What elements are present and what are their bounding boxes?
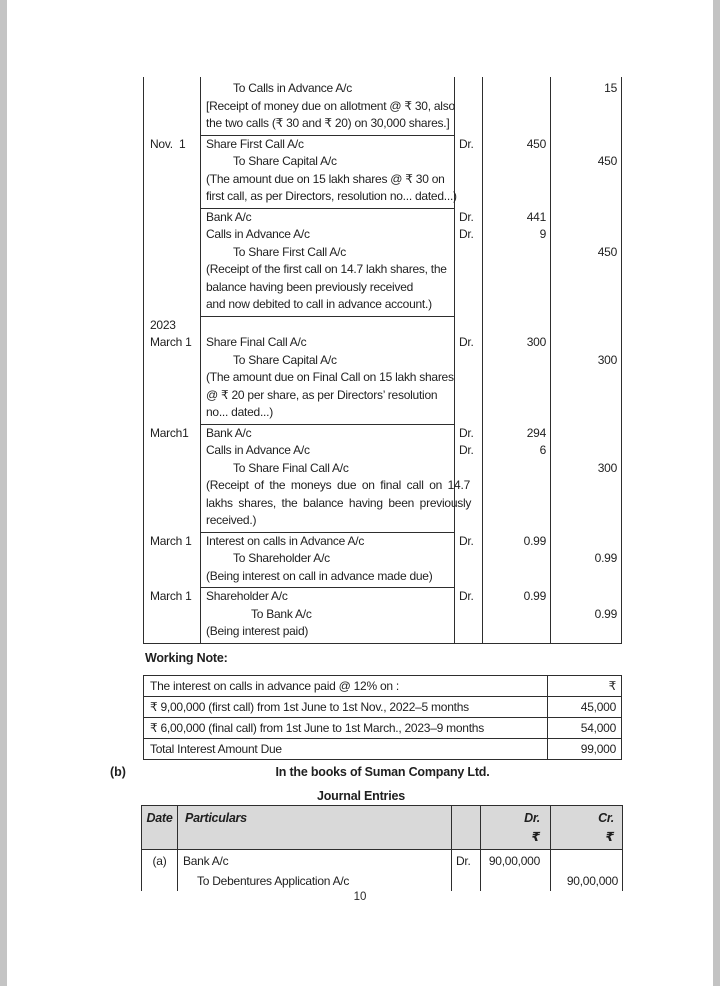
text-line: (The amount due on 15 lakh shares @ ₹ 30 on	[206, 171, 445, 186]
text-line: 0.99	[594, 551, 617, 565]
date-cell	[144, 425, 201, 533]
working-note-title: Working Note:	[145, 651, 228, 665]
text-line	[459, 171, 482, 189]
text-line	[551, 317, 617, 335]
page-right-edge	[713, 0, 720, 986]
text-line	[483, 477, 546, 495]
text-line	[483, 550, 546, 568]
date-cell	[144, 588, 201, 643]
text-line	[459, 495, 482, 513]
text-line: To Share First Call A/c	[233, 244, 346, 259]
text-line	[551, 171, 617, 189]
text-line	[150, 352, 200, 370]
text-line	[483, 188, 546, 206]
text-line: (Being interest paid)	[206, 624, 309, 638]
text-line	[483, 404, 546, 422]
header-dr-rupee-symbol: ₹	[531, 830, 540, 844]
working-note-amount: 54,000	[580, 721, 616, 735]
journal-table-continuation	[143, 77, 622, 644]
text-line	[459, 244, 482, 262]
text-line	[150, 460, 200, 478]
text-line	[150, 404, 200, 422]
text-line: 90,00,000	[488, 854, 540, 868]
journal-entries-table	[141, 805, 623, 891]
text-line	[551, 442, 617, 460]
text-line	[551, 261, 617, 279]
text-line	[483, 606, 546, 624]
text-line	[483, 495, 546, 513]
dr-amount-cell	[483, 136, 551, 209]
journal-entry	[144, 77, 621, 136]
dr-amount-cell	[483, 588, 551, 643]
text-line: Dr.	[459, 136, 474, 151]
text-line	[459, 512, 482, 530]
text-line	[481, 871, 540, 891]
text-line: and now debited to call in advance account.)	[206, 297, 432, 311]
particulars-cell	[201, 77, 455, 136]
text-line: Dr.	[459, 209, 474, 224]
working-note-row	[144, 697, 621, 718]
text-line: To Shareholder A/c	[233, 551, 330, 565]
text-line	[551, 568, 617, 586]
text-line: 294	[526, 425, 546, 440]
text-line	[551, 369, 617, 387]
text-line	[483, 80, 546, 98]
header-date	[142, 806, 178, 849]
text-line	[459, 317, 482, 335]
text-line: Dr.	[459, 589, 474, 603]
text-line: 300	[597, 352, 617, 367]
text-line	[150, 244, 200, 262]
text-line	[459, 261, 482, 279]
text-line: received.)	[206, 513, 257, 527]
particulars-cell	[201, 317, 455, 425]
text-line: Share Final Call A/c	[206, 335, 307, 349]
text-line	[459, 279, 482, 297]
text-line	[483, 296, 546, 314]
text-line	[456, 871, 480, 891]
text-line: Bank A/c	[206, 209, 252, 224]
text-line: Calls in Advance A/c	[206, 227, 310, 241]
working-note-label: The interest on calls in advance paid @ 12% on :	[144, 676, 548, 696]
text-line: 6	[539, 443, 546, 457]
text-line	[150, 512, 200, 530]
text-line	[483, 623, 546, 641]
text-line: Dr.	[459, 227, 474, 241]
text-line: 450	[526, 136, 546, 151]
journal-entry	[144, 136, 621, 209]
text-line: To Share Capital A/c	[233, 352, 337, 367]
text-line	[459, 477, 482, 495]
dr-amount-cell	[481, 850, 551, 891]
text-line: [Receipt of money due on allotment @ ₹ 30, also	[206, 98, 455, 113]
text-line: (Receipt of the first call on 14.7 lakh shares, the	[206, 262, 447, 276]
text-line	[551, 512, 617, 530]
header-dr-label: Dr.	[524, 811, 540, 825]
text-line	[551, 588, 617, 606]
header-date-label: Date	[146, 811, 173, 825]
cr-amount-cell	[551, 317, 621, 425]
cr-amount-cell	[551, 533, 621, 589]
text-line: March 1	[150, 335, 192, 349]
text-line	[551, 188, 617, 206]
text-line	[150, 98, 200, 116]
text-line	[551, 623, 617, 641]
text-line	[206, 317, 450, 335]
text-line: Dr.	[459, 335, 474, 349]
text-line: March 1	[150, 589, 192, 603]
section-b-label: (b)	[110, 765, 126, 779]
text-line: Bank A/c	[206, 425, 252, 440]
text-line: the two calls (₹ 30 and ₹ 20) on 30,000 shares.]	[206, 116, 450, 130]
text-line	[483, 460, 546, 478]
text-line: Dr.	[459, 533, 474, 548]
header-cr-rupee-symbol: ₹	[605, 830, 614, 844]
text-line: 0.99	[594, 606, 617, 621]
text-line	[150, 153, 200, 171]
text-line	[150, 226, 200, 244]
text-line	[150, 495, 200, 513]
text-line	[483, 317, 546, 335]
text-line	[551, 226, 617, 244]
text-line: 2023	[150, 317, 176, 332]
working-note-amount: 99,000	[580, 742, 616, 756]
text-line	[459, 404, 482, 422]
cr-amount-cell	[551, 136, 621, 209]
particulars-cell	[201, 209, 455, 317]
text-line	[483, 512, 546, 530]
dr-amount-cell	[483, 77, 551, 136]
working-note-label: ₹ 9,00,000 (first call) from 1st June to 1st Nov., 2022–5 months	[144, 697, 548, 717]
text-line	[150, 279, 200, 297]
working-note-label: ₹ 6,00,000 (final call) from 1st June to 1st March., 2023–9 months	[144, 718, 548, 738]
text-line	[150, 369, 200, 387]
dr-label-cell	[452, 850, 481, 891]
particulars-cell	[201, 588, 455, 643]
text-line: To Calls in Advance A/c	[233, 81, 352, 95]
text-line	[150, 550, 200, 568]
text-line	[483, 352, 546, 370]
working-note-row	[144, 718, 621, 739]
date-cell	[144, 209, 201, 317]
text-line	[483, 244, 546, 262]
text-line	[551, 851, 618, 871]
journal-entry	[144, 533, 621, 589]
text-line: (Being interest on call in advance made due)	[206, 568, 433, 583]
text-line	[551, 136, 617, 154]
text-line	[459, 80, 482, 98]
text-line: 15	[604, 81, 617, 95]
text-line: (The amount due on Final Call on 15 lakh shares	[206, 370, 454, 384]
text-line: Interest on calls in Advance A/c	[206, 533, 365, 548]
text-line	[459, 369, 482, 387]
text-line	[142, 871, 177, 891]
text-line: To Debentures Application A/c	[197, 874, 350, 888]
text-line	[459, 623, 482, 641]
header-particulars-label: Particulars	[185, 811, 247, 825]
text-line: 9	[539, 227, 546, 241]
dr-label-cell	[455, 588, 483, 643]
table-header-row	[142, 806, 622, 850]
journal-entry	[144, 317, 621, 425]
text-line: Nov. 1	[150, 136, 186, 151]
date-cell	[144, 533, 201, 589]
text-line: balance having been previously received	[206, 279, 414, 294]
text-line	[150, 606, 200, 624]
text-line	[551, 495, 617, 513]
text-line: Dr.	[459, 443, 474, 457]
text-line: @ ₹ 20 per share, as per Directors’ resolution	[206, 387, 438, 402]
cr-amount-cell	[551, 588, 621, 643]
dr-amount-cell	[483, 209, 551, 317]
text-line	[551, 279, 617, 297]
text-line	[551, 296, 617, 314]
particulars-cell	[201, 136, 455, 209]
text-line: lakhs shares, the balance having been previously	[206, 495, 472, 510]
header-blank	[452, 806, 481, 849]
dr-amount-cell	[483, 317, 551, 425]
text-line: 441	[526, 209, 546, 224]
text-line	[483, 369, 546, 387]
dr-label-cell	[455, 209, 483, 317]
text-line: To Share Capital A/c	[233, 154, 337, 168]
text-line: (Receipt of the moneys due on final call on 14.7	[206, 478, 470, 492]
header-cr-label: Cr.	[598, 811, 614, 825]
dr-label-cell	[455, 317, 483, 425]
text-line: 450	[597, 154, 617, 168]
working-note-row	[144, 676, 621, 697]
text-line	[459, 568, 482, 586]
text-line	[483, 279, 546, 297]
date-cell	[144, 317, 201, 425]
text-line	[150, 115, 200, 133]
dr-label-cell	[455, 425, 483, 533]
text-line: 0.99	[523, 589, 546, 603]
journal-entries-table-body	[142, 850, 622, 891]
text-line	[483, 98, 546, 116]
text-line	[483, 171, 546, 189]
text-line	[150, 80, 200, 98]
text-line: Share First Call A/c	[206, 136, 304, 151]
cr-amount-cell	[551, 425, 621, 533]
text-line	[459, 460, 482, 478]
cr-amount-cell	[551, 850, 622, 891]
text-line	[150, 387, 200, 405]
text-line	[150, 296, 200, 314]
text-line	[551, 98, 617, 116]
text-line	[551, 425, 617, 443]
working-note-table	[143, 675, 622, 760]
text-line: 450	[597, 244, 617, 259]
text-line	[551, 209, 617, 227]
text-line	[459, 98, 482, 116]
text-line: 300	[526, 335, 546, 349]
text-line: To Share Final Call A/c	[233, 460, 349, 475]
particulars-cell	[201, 533, 455, 589]
working-note-amount: 45,000	[580, 700, 616, 714]
journal-entry	[144, 425, 621, 533]
text-line: first call, as per Directors, resolution no... dated...)	[206, 189, 457, 203]
text-line	[483, 115, 546, 133]
journal-entry	[142, 850, 622, 891]
text-line	[483, 568, 546, 586]
text-line	[459, 550, 482, 568]
text-line	[459, 296, 482, 314]
text-line: Dr.	[459, 425, 474, 440]
text-line	[483, 261, 546, 279]
working-note-label: Total Interest Amount Due	[144, 739, 548, 759]
date-cell	[142, 850, 178, 891]
working-note-row	[144, 739, 621, 759]
text-line	[483, 153, 546, 171]
text-line: 300	[597, 460, 617, 475]
text-line	[150, 442, 200, 460]
text-line: 90,00,000	[566, 874, 618, 888]
text-line	[459, 115, 482, 133]
journal-entries-subheading: Journal Entries	[317, 789, 405, 803]
header-particulars	[178, 806, 452, 849]
dr-label-cell	[455, 533, 483, 589]
text-line	[150, 188, 200, 206]
date-cell	[144, 136, 201, 209]
journal-entry	[144, 588, 621, 643]
text-line	[150, 568, 200, 586]
cr-amount-cell	[551, 209, 621, 317]
dr-label-cell	[455, 136, 483, 209]
text-line	[150, 261, 200, 279]
working-note-amount: ₹	[608, 679, 616, 693]
text-line	[551, 387, 617, 405]
cr-amount-cell	[551, 77, 621, 136]
text-line: Shareholder A/c	[206, 589, 288, 603]
text-line	[150, 477, 200, 495]
text-line	[551, 477, 617, 495]
header-cr	[551, 806, 622, 849]
text-line: Dr.	[456, 854, 471, 868]
text-line: To Bank A/c	[251, 606, 312, 621]
journal-entry	[144, 209, 621, 317]
text-line	[551, 334, 617, 352]
text-line	[551, 533, 617, 551]
particulars-cell	[178, 850, 452, 891]
header-dr	[481, 806, 551, 849]
text-line	[459, 188, 482, 206]
text-line	[150, 171, 200, 189]
dr-amount-cell	[483, 533, 551, 589]
text-line	[150, 623, 200, 641]
date-cell	[144, 77, 201, 136]
section-b-heading: In the books of Suman Company Ltd.	[275, 765, 490, 779]
text-line	[551, 115, 617, 133]
text-line: March1	[150, 425, 189, 440]
text-line: Calls in Advance A/c	[206, 443, 310, 457]
text-line: no... dated...)	[206, 405, 273, 419]
text-line: March 1	[150, 533, 192, 548]
text-line	[459, 606, 482, 624]
text-line	[551, 404, 617, 422]
page-number: 10	[353, 891, 367, 903]
text-line	[459, 387, 482, 405]
text-line: Bank A/c	[183, 854, 229, 868]
dr-label-cell	[455, 77, 483, 136]
text-line	[150, 209, 200, 227]
dr-amount-cell	[483, 425, 551, 533]
text-line	[459, 352, 482, 370]
text-line: 0.99	[523, 533, 546, 548]
text-line: (a)	[152, 854, 167, 868]
text-line	[483, 387, 546, 405]
text-line	[459, 153, 482, 171]
page-left-edge	[0, 0, 7, 986]
